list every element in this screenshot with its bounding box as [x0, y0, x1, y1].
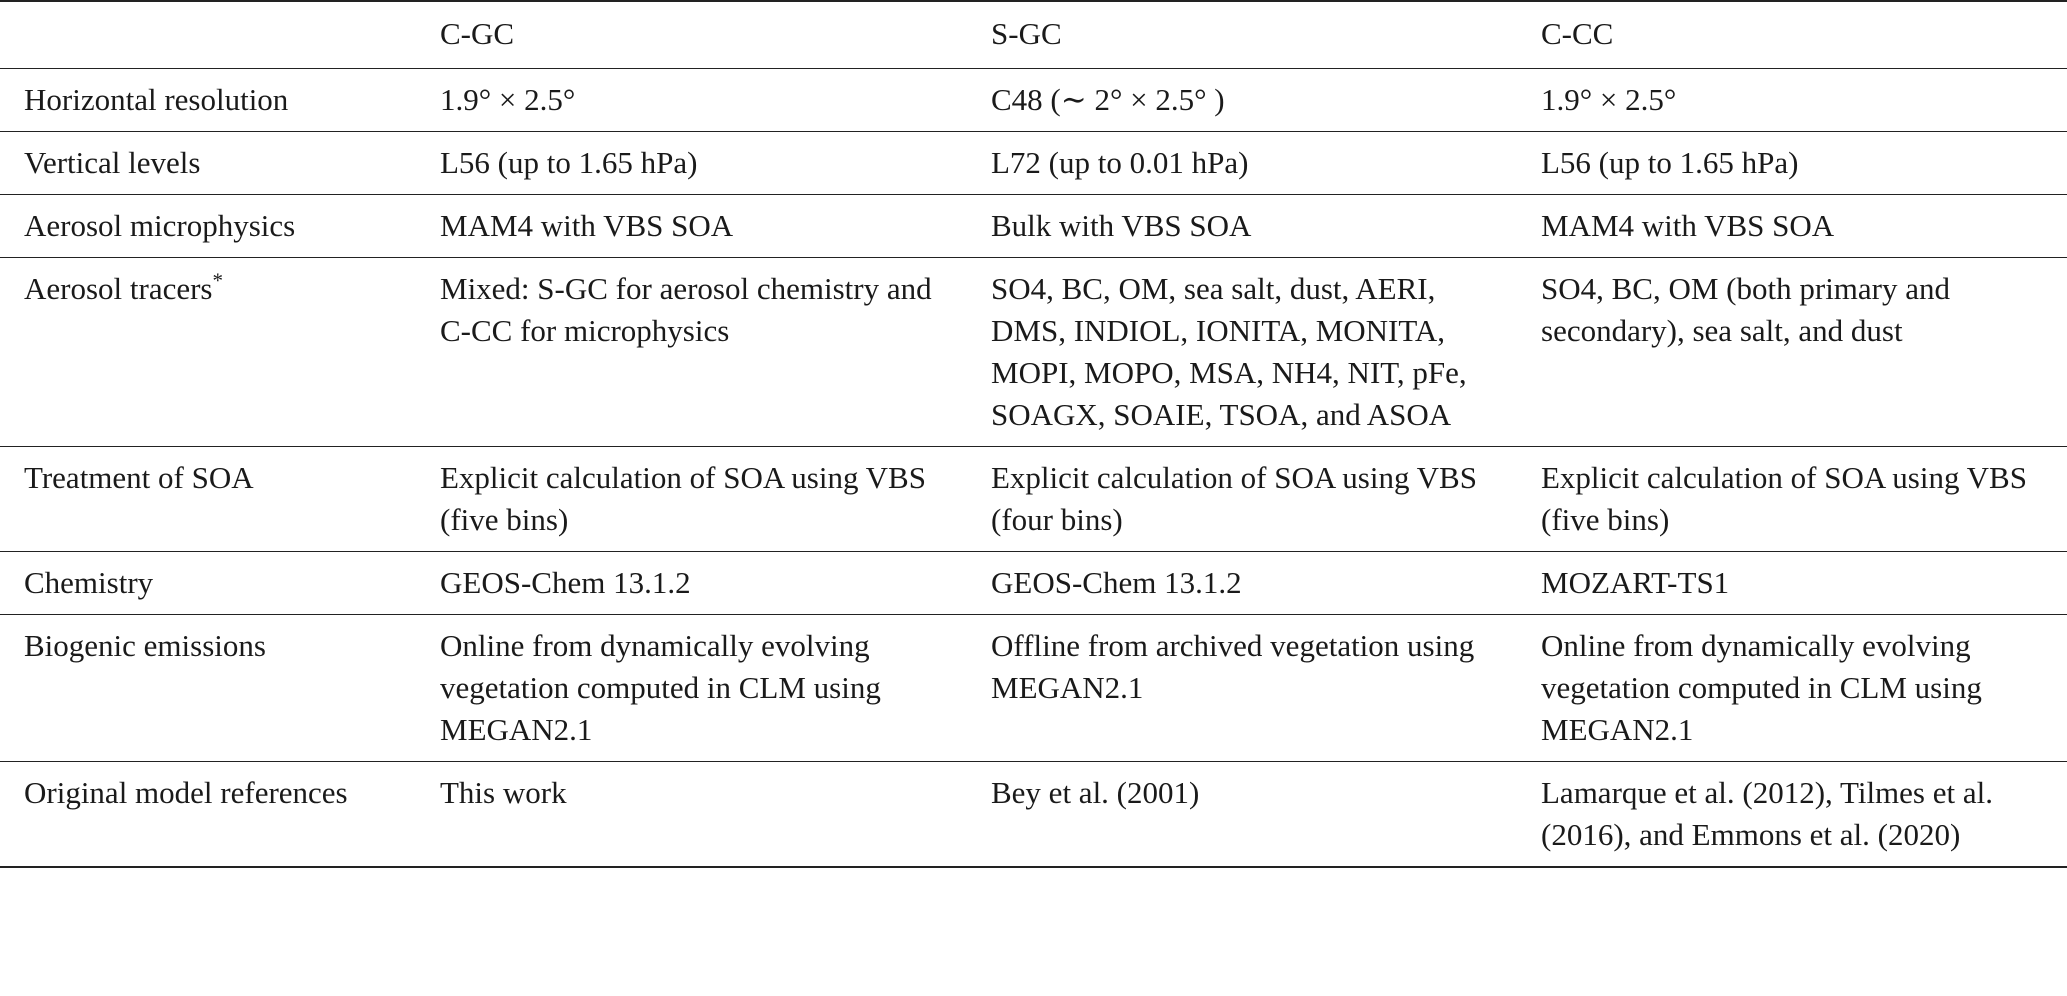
cell-s-gc: Offline from archived vegetation using MEGAN2.1: [967, 614, 1517, 761]
table-row: [0, 761, 2067, 867]
cell-c-gc: GEOS-Chem 13.1.2: [416, 551, 967, 614]
header-c-cc: C-CC: [1517, 1, 2067, 68]
cell-c-gc: Mixed: S-GC for aerosol chemistry and C-CC for microphysics: [416, 257, 967, 446]
cell-c-gc: 1.9° × 2.5°: [416, 68, 967, 131]
row-label: Biogenic emissions: [0, 614, 416, 761]
cell-c-cc: SO4, BC, OM (both primary and secondary), sea salt, and dust: [1517, 257, 2067, 446]
cell-c-gc: Explicit calculation of SOA using VBS (five bins): [416, 446, 967, 551]
table-row: [0, 194, 2067, 257]
cell-s-gc: Bulk with VBS SOA: [967, 194, 1517, 257]
header-s-gc: S-GC: [967, 1, 1517, 68]
table-row: [0, 614, 2067, 761]
table-header-row: [0, 1, 2067, 68]
cell-s-gc: C48 (∼ 2° × 2.5° ): [967, 68, 1517, 131]
cell-s-gc: SO4, BC, OM, sea salt, dust, AERI, DMS, INDIOL, IONITA, MONITA, MOPI, MOPO, MSA, NH4, NIT, pFe, SOAGX, SOAIE, TSOA, and ASOA: [967, 257, 1517, 446]
cell-c-gc: Online from dynamically evolving vegetation computed in CLM using MEGAN2.1: [416, 614, 967, 761]
table-row: [0, 551, 2067, 614]
cell-s-gc: Bey et al. (2001): [967, 761, 1517, 867]
row-label: Horizontal resolution: [0, 68, 416, 131]
cell-s-gc: Explicit calculation of SOA using VBS (four bins): [967, 446, 1517, 551]
row-label: Aerosol microphysics: [0, 194, 416, 257]
cell-c-cc: Lamarque et al. (2012), Tilmes et al. (2016), and Emmons et al. (2020): [1517, 761, 2067, 867]
row-label: Vertical levels: [0, 131, 416, 194]
cell-c-gc: This work: [416, 761, 967, 867]
footnote-marker: *: [212, 268, 223, 293]
table-row: [0, 131, 2067, 194]
cell-c-gc: MAM4 with VBS SOA: [416, 194, 967, 257]
row-label: [0, 257, 416, 446]
header-empty: [0, 1, 416, 68]
cell-c-cc: Online from dynamically evolving vegetation computed in CLM using MEGAN2.1: [1517, 614, 2067, 761]
cell-c-cc: Explicit calculation of SOA using VBS (five bins): [1517, 446, 2067, 551]
table-row: [0, 68, 2067, 131]
row-label: Chemistry: [0, 551, 416, 614]
cell-c-cc: L56 (up to 1.65 hPa): [1517, 131, 2067, 194]
cell-c-cc: 1.9° × 2.5°: [1517, 68, 2067, 131]
table-row: [0, 446, 2067, 551]
header-c-gc: C-GC: [416, 1, 967, 68]
table-row: [0, 257, 2067, 446]
row-label: Treatment of SOA: [0, 446, 416, 551]
cell-s-gc: GEOS-Chem 13.1.2: [967, 551, 1517, 614]
cell-s-gc: L72 (up to 0.01 hPa): [967, 131, 1517, 194]
cell-c-cc: MOZART-TS1: [1517, 551, 2067, 614]
row-label: Original model references: [0, 761, 416, 867]
row-label-text: Aerosol tracers: [24, 270, 213, 306]
cell-c-gc: L56 (up to 1.65 hPa): [416, 131, 967, 194]
cell-c-cc: MAM4 with VBS SOA: [1517, 194, 2067, 257]
